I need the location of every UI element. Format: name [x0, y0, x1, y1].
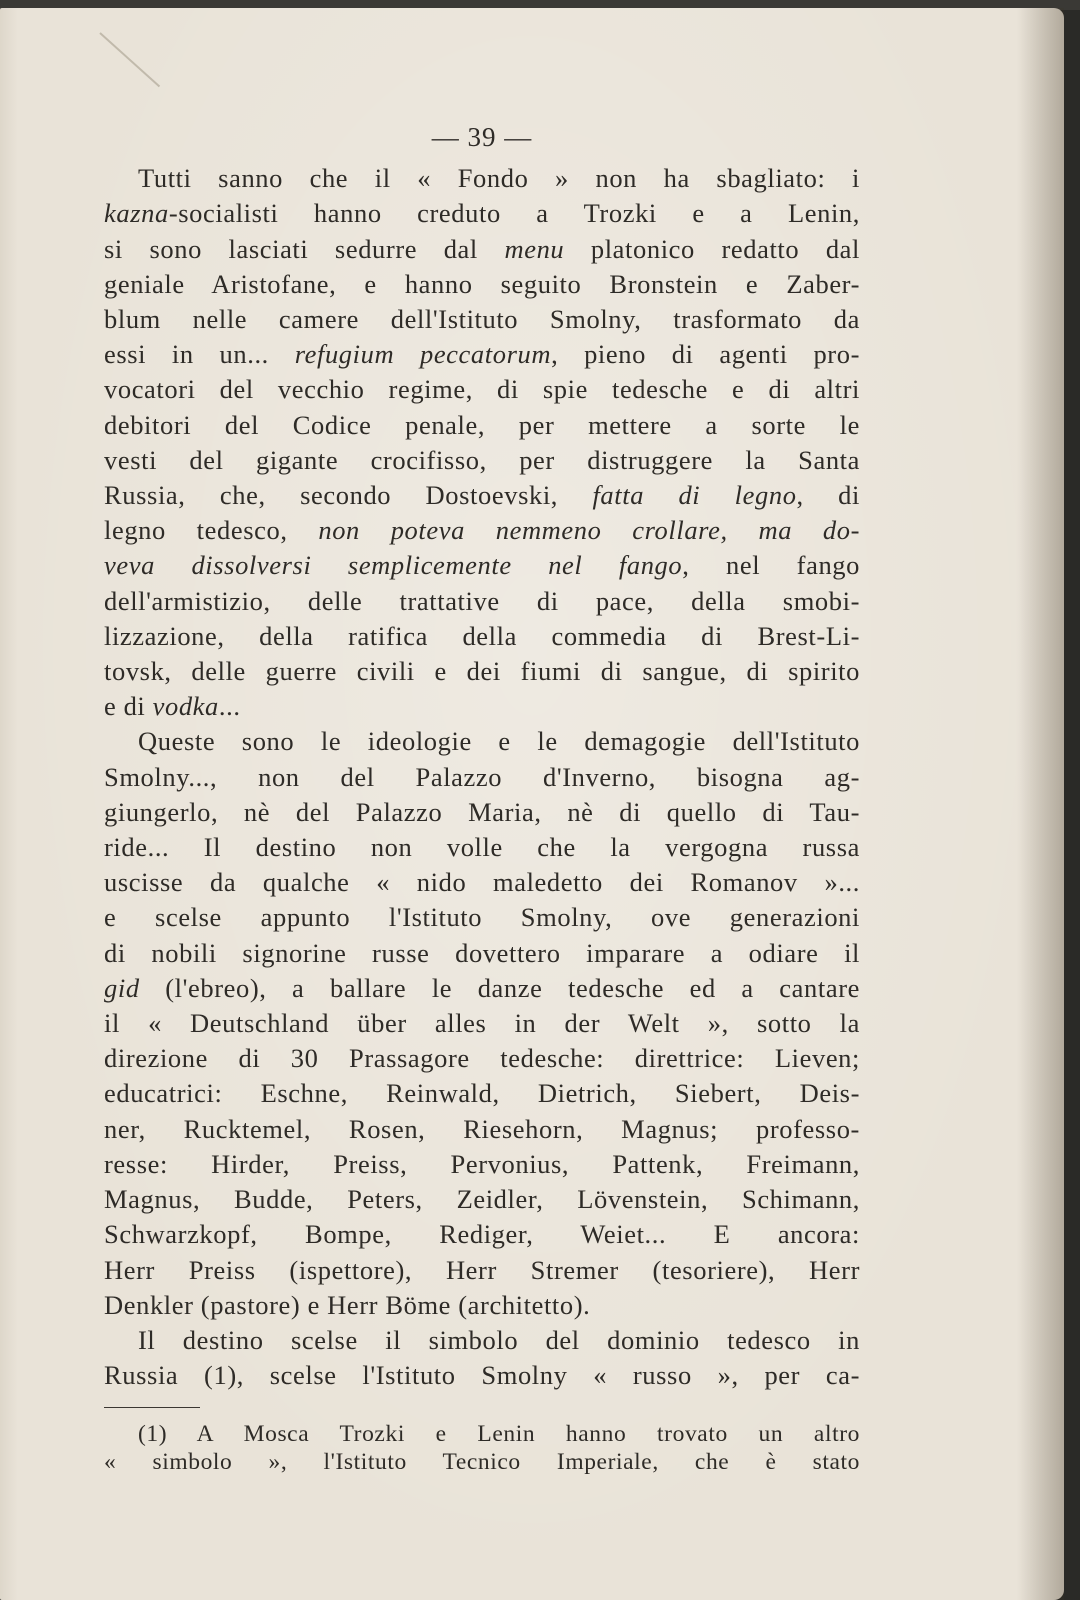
text-line: Russia (1), scelse l'Istituto Smolny « russo », per ca-: [104, 1360, 860, 1391]
text-line: Herr Preiss (ispettore), Herr Stremer (tesoriere), Herr: [104, 1254, 860, 1285]
text-line: direzione di 30 Prassagore tedesche: direttrice: Lieven;: [104, 1043, 860, 1074]
text-line: lizzazione, della ratifica della commedia di Brest-Li-: [104, 620, 860, 651]
text-line: vesti del gigante crocifisso, per distruggere la Santa: [104, 444, 860, 475]
text-line: blum nelle camere dell'Istituto Smolny, trasformato da: [104, 304, 860, 335]
text-line: ride... Il destino non volle che la vergogna russa: [104, 832, 860, 863]
text-line: Denkler (pastore) e Herr Böme (architetto).: [104, 1289, 591, 1320]
paragraph-1: [104, 161, 860, 724]
paragraph-2: [104, 724, 860, 1322]
text-line: essi in un... refugium peccatorum, pieno di agenti pro-: [104, 339, 861, 370]
page-crease: [99, 32, 160, 87]
page-number: — 39 —: [431, 122, 533, 152]
text-line: il « Deutschland über alles in der Welt », sotto la: [104, 1008, 860, 1039]
text-line: educatrici: Eschne, Reinwald, Dietrich, Siebert, Deis-: [104, 1078, 860, 1109]
text-line: Smolny..., non del Palazzo d'Inverno, bisogna ag-: [104, 761, 860, 792]
text-line: veva dissolversi semplicemente nel fango, nel fango: [104, 550, 860, 581]
text-line: debitori del Codice penale, per mettere a sorte le: [104, 409, 860, 440]
text-line: legno tedesco, non poteva nemmeno crollare, ma do-: [104, 515, 860, 546]
text-line: kazna-socialisti hanno creduto a Trozki e a Lenin,: [104, 198, 860, 229]
page-text: [104, 120, 860, 1476]
text-line: Il destino scelse il simbolo del dominio tedesco in: [138, 1324, 860, 1355]
text-line: geniale Aristofane, e hanno seguito Bronstein e Zaber-: [104, 268, 860, 299]
text-line: Schwarzkopf, Bompe, Rediger, Weiet... E ancora:: [104, 1219, 860, 1250]
text-line: uscisse da qualche « nido maledetto dei Romanov »...: [104, 867, 860, 898]
footnote-line: (1) A Mosca Trozki e Lenin hanno trovato un altro: [138, 1421, 860, 1448]
text-line: Magnus, Budde, Peters, Zeidler, Lövenstein, Schimann,: [104, 1184, 860, 1215]
text-line: dell'armistizio, delle trattative di pace, della smobi-: [104, 585, 860, 616]
paragraph-3: [104, 1323, 860, 1393]
text-line: di nobili signorine russe dovettero imparare a odiare il: [104, 937, 860, 968]
text-line: gid (l'ebreo), a ballare le danze tedesche ed a cantare: [104, 972, 860, 1003]
text-line: Tutti sanno che il « Fondo » non ha sbagliato: i: [138, 163, 860, 194]
text-line: e di vodka...: [104, 691, 241, 722]
text-line: tovsk, delle guerre civili e dei fiumi di sangue, di spirito: [104, 656, 860, 687]
text-line: si sono lasciati sedurre dal menu platonico redatto dal: [104, 233, 860, 264]
footnote-line: « simbolo », l'Istituto Tecnico Imperiale, che è stato: [104, 1449, 860, 1476]
text-line: ner, Rucktemel, Rosen, Riesehorn, Magnus; professo-: [104, 1113, 860, 1144]
text-line: Russia, che, secondo Dostoevski, fatta di legno, di: [104, 480, 860, 511]
text-line: e scelse appunto l'Istituto Smolny, ove generazioni: [104, 902, 860, 933]
page-edge-shadow: [1016, 8, 1064, 1600]
text-line: vocatori del vecchio regime, di spie tedesche e di altri: [104, 374, 860, 405]
footnote-separator: [104, 1407, 200, 1408]
text-line: resse: Hirder, Preiss, Pervonius, Pattenk, Freimann,: [104, 1148, 860, 1179]
text-line: giungerlo, nè del Palazzo Maria, nè di quello di Tau-: [104, 796, 860, 827]
footnote: [104, 1420, 860, 1476]
text-line: Queste sono le ideologie e le demagogie dell'Istituto: [138, 726, 860, 757]
